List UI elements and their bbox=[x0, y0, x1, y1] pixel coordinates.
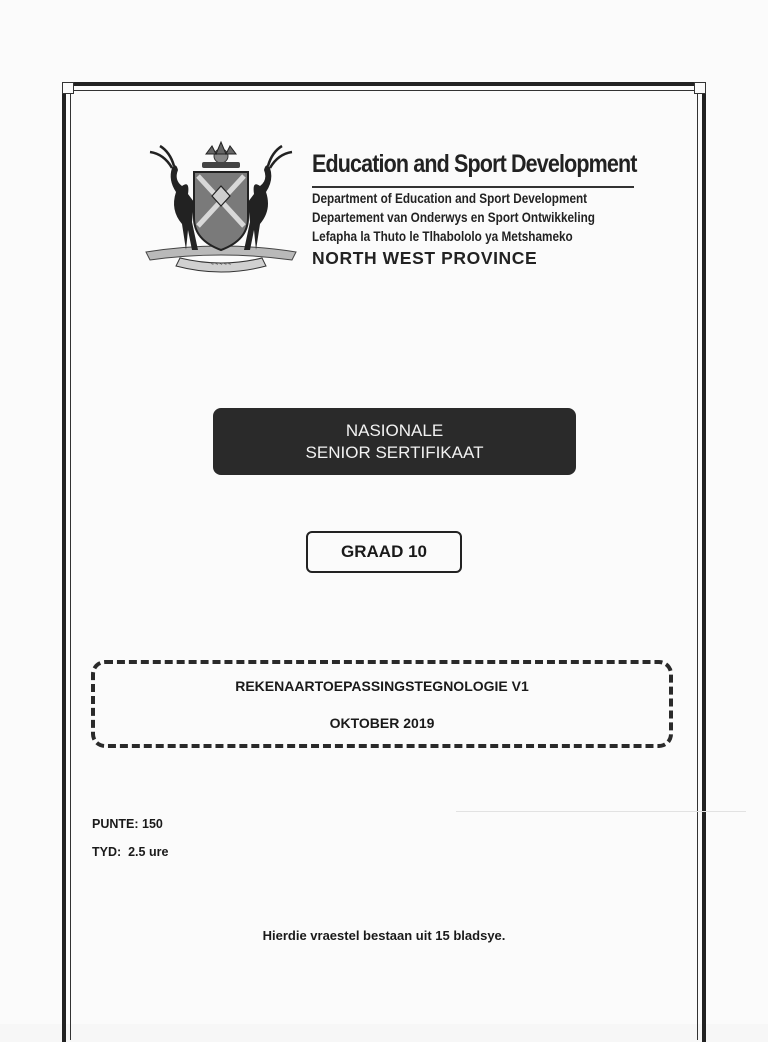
grade-label: GRAAD 10 bbox=[306, 531, 462, 573]
certificate-banner bbox=[213, 408, 576, 475]
certificate-line-1: NASIONALE bbox=[345, 420, 444, 440]
border-corner bbox=[62, 82, 74, 94]
title-underline bbox=[312, 186, 634, 188]
exam-duration: TYD: 2.5 ure bbox=[92, 845, 169, 859]
page-count-note: Hierdie vraestel bestaan uit 15 bladsye. bbox=[262, 928, 506, 943]
coat-of-arms-icon bbox=[142, 140, 300, 276]
organisation-title: Education and Sport Development bbox=[312, 150, 637, 178]
exam-date: OKTOBER 2019 bbox=[329, 715, 435, 731]
province-name: NORTH WEST PROVINCE bbox=[312, 248, 538, 268]
total-marks: PUNTE: 150 bbox=[92, 817, 163, 831]
department-name-setswana: Lefapha la Thuto le Tlhabololo ya Metshameko bbox=[312, 228, 573, 244]
border-corner bbox=[694, 82, 706, 94]
department-name-afrikaans: Departement van Onderwys en Sport Ontwikkeling bbox=[312, 209, 595, 225]
certificate-line-2: SENIOR SERTIFIKAAT bbox=[305, 442, 484, 462]
svg-text:~ ~ ~ ~ ~: ~ ~ ~ ~ ~ bbox=[210, 262, 232, 268]
department-name-english: Department of Education and Sport Development bbox=[312, 190, 588, 206]
faint-scan-line bbox=[456, 811, 746, 812]
subject-dashed-box bbox=[91, 660, 673, 748]
subject-name: REKENAARTOEPASSINGSTEGNOLOGIE V1 bbox=[235, 678, 529, 694]
